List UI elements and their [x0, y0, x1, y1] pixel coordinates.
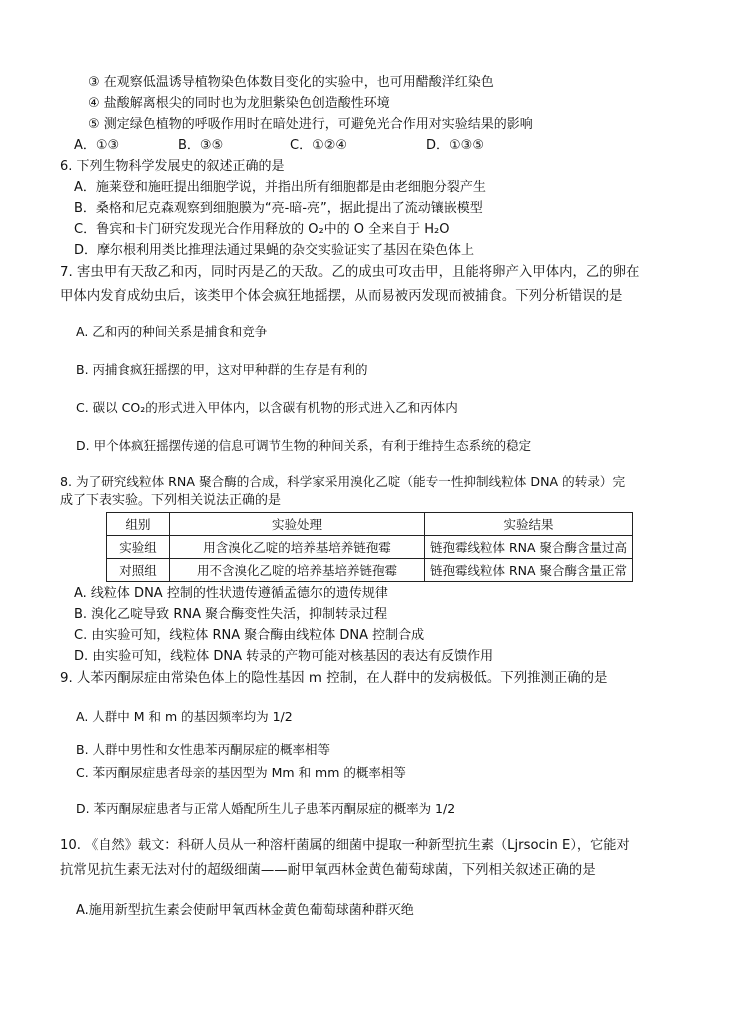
table-cell: 用不含溴化乙啶的培养基培养链孢霉: [170, 559, 425, 582]
q5-option-a: A．①③: [74, 138, 120, 153]
table-cell: 链孢霉线粒体 RNA 聚合酶含量正常: [425, 559, 633, 582]
q8-option-a: A. 线粒体 DNA 控制的性状遗传遵循孟德尔的遗传规律: [74, 586, 388, 601]
table-header-row: [107, 513, 633, 536]
q5-option-d: D．①③⑤: [426, 138, 484, 153]
table-header: 实验处理: [170, 513, 425, 536]
q9-stem: 9. 人苯丙酮尿症由常染色体上的隐性基因 m 控制，在人群中的发病极低。下列推测正确的是: [60, 671, 608, 686]
q7-stem-line-2: 甲体内发育成幼虫后，该类甲个体会疯狂地摇摆，从而易被丙发现而被捕食。下列分析错误的是: [60, 289, 623, 304]
q8-option-b: B. 溴化乙啶导致 RNA 聚合酶变性失活，抑制转录过程: [74, 607, 388, 622]
q5-item-3: ③ 在观察低温诱导植物染色体数目变化的实验中，也可用醋酸洋红染色: [88, 75, 494, 90]
table-cell: 用含溴化乙啶的培养基培养链孢霉: [170, 536, 425, 559]
q6-stem: 6. 下列生物科学发展史的叙述正确的是: [60, 159, 285, 174]
q6-option-c: C．鲁宾和卡门研究发现光合作用释放的 O₂中的 O 全来自于 H₂O: [74, 222, 450, 237]
table-cell: 链孢霉线粒体 RNA 聚合酶含量过高: [425, 536, 633, 559]
q10-option-a: A.施用新型抗生素会使耐甲氧西林金黄色葡萄球菌种群灭绝: [76, 903, 414, 918]
q6-option-b: B．桑格和尼克森观察到细胞膜为“亮-暗-亮”，据此提出了流动镶嵌模型: [74, 201, 483, 216]
q7-option-b: B. 丙捕食疯狂摇摆的甲，这对甲种群的生存是有利的: [76, 362, 368, 377]
experiment-table: [106, 512, 633, 582]
q9-option-c: C. 苯丙酮尿症患者母亲的基因型为 Mm 和 mm 的概率相等: [76, 765, 406, 780]
q8-stem-line-1: 8. 为了研究线粒体 RNA 聚合酶的合成，科学家采用溴化乙啶（能专一性抑制线粒体 DNA 的转录）完: [60, 474, 626, 489]
q9-option-a: A. 人群中 M 和 m 的基因频率均为 1/2: [76, 709, 293, 724]
table-header: 组别: [107, 513, 170, 536]
table-row: [107, 536, 633, 559]
q10-stem-line-2: 抗常见抗生素无法对付的超级细菌——耐甲氧西林金黄色葡萄球菌，下列相关叙述正确的是: [60, 863, 596, 878]
q7-option-d: D. 甲个体疯狂摇摆传递的信息可调节生物的种间关系，有利于维持生态系统的稳定: [76, 438, 532, 453]
q8-option-c: C. 由实验可知，线粒体 RNA 聚合酶由线粒体 DNA 控制合成: [74, 628, 425, 643]
table-cell: 实验组: [107, 536, 170, 559]
table-row: [107, 559, 633, 582]
table-cell: 对照组: [107, 559, 170, 582]
q7-option-a: A. 乙和丙的种间关系是捕食和竞争: [76, 324, 268, 339]
q7-option-c: C. 碳以 CO₂的形式进入甲体内，以含碳有机物的形式进入乙和丙体内: [76, 400, 458, 415]
q8-stem-line-2: 成了下表实验。下列相关说法正确的是: [60, 493, 282, 508]
q5-item-4: ④ 盐酸解离根尖的同时也为龙胆紫染色创造酸性环境: [88, 96, 390, 111]
q6-option-d: D．摩尔根利用类比推理法通过果蝇的杂交实验证实了基因在染色体上: [74, 243, 475, 258]
q9-option-b: B. 人群中男性和女性患苯丙酮尿症的概率相等: [76, 742, 331, 757]
q10-stem-line-1: 10. 《自然》载文：科研人员从一种溶杆菌属的细菌中提取一种新型抗生素（Ljrsocin E），它能对: [60, 838, 630, 853]
q9-option-d: D. 苯丙酮尿症患者与正常人婚配所生儿子患苯丙酮尿症的概率为 1/2: [76, 801, 456, 816]
q8-option-d: D. 由实验可知，线粒体 DNA 转录的产物可能对核基因的表达有反馈作用: [74, 649, 494, 664]
table-header: 实验结果: [425, 513, 633, 536]
q5-option-b: B．③⑤: [178, 138, 224, 153]
q5-item-5: ⑤ 测定绿色植物的呼吸作用时在暗处进行，可避免光合作用对实验结果的影响: [88, 117, 533, 132]
q6-option-a: A．施莱登和施旺提出细胞学说，并指出所有细胞都是由老细胞分裂产生: [74, 180, 486, 195]
q7-stem-line-1: 7. 害虫甲有天敌乙和丙，同时丙是乙的天敌。乙的成虫可攻击甲，且能将卵产入甲体内，乙的卵在: [60, 265, 640, 280]
q5-option-c: C．①②④: [290, 138, 348, 153]
